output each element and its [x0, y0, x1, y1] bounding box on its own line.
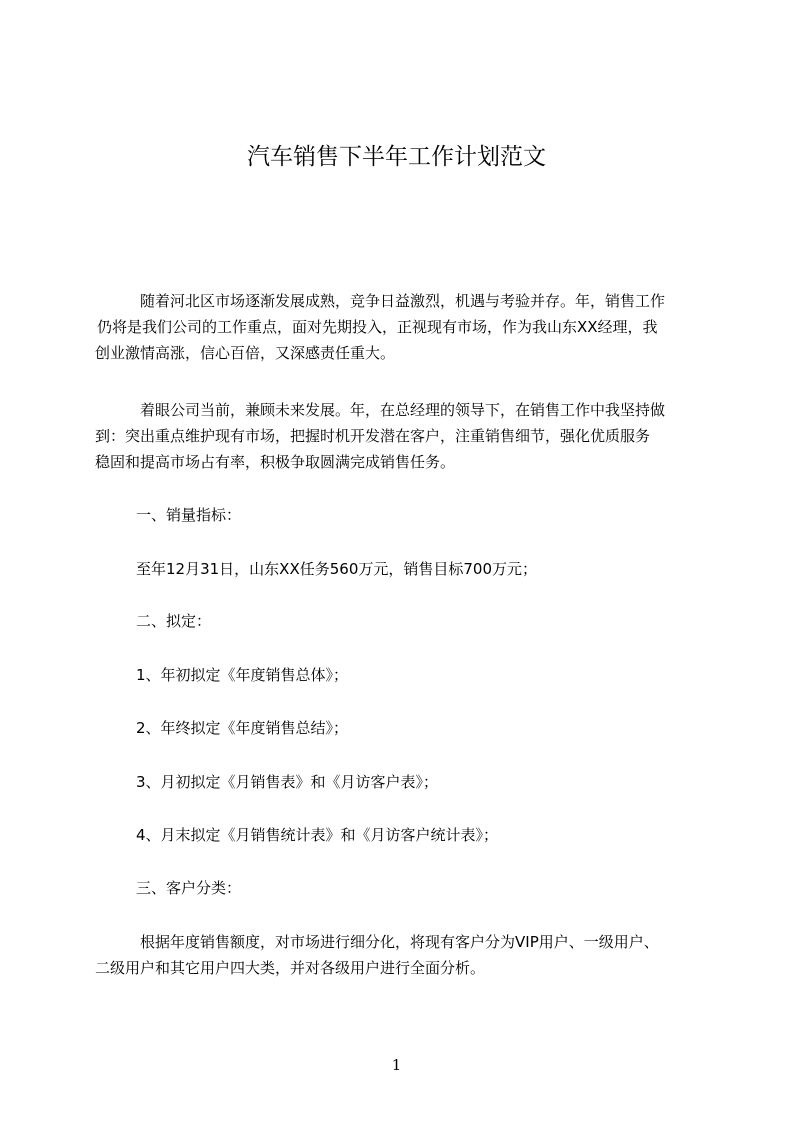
section-heading-customer-classification: 三、客户分类：	[136, 879, 242, 897]
list-item: 2、年终拟定《年度销售总结》；	[136, 719, 349, 737]
paragraph-line: 根据年度销售额度，对市场进行细分化，将现有客户分为VIP用户、一级用户、	[140, 933, 659, 951]
paragraph-line: 着眼公司当前，兼顾未来发展。年，在总经理的领导下，在销售工作中我坚持做	[140, 401, 666, 419]
paragraph-sales-target: 至年12月31日，山东XX任务560万元，销售目标700万元；	[136, 560, 537, 578]
section-heading-drafting: 二、拟定：	[136, 612, 212, 630]
paragraph-line: 二级用户和其它用户四大类，并对各级用户进行全面分析。	[95, 959, 486, 977]
paragraph-line: 稳固和提高市场占有率，积极争取圆满完成销售任务。	[95, 453, 456, 471]
paragraph-focus	[0, 397, 705, 475]
page-number: 1	[391, 1056, 402, 1074]
section-heading-sales-target: 一、销量指标：	[136, 506, 242, 524]
paragraph-line: 随着河北区市场逐渐发展成熟，竞争日益激烈，机遇与考验并存。年，销售工作	[140, 292, 666, 310]
paragraph-intro	[0, 288, 705, 366]
paragraph-line: 到：突出重点维护现有市场，把握时机开发潜在客户，注重销售细节，强化优质服务	[95, 427, 651, 445]
paragraph-line: 仍将是我们公司的工作重点，面对先期投入，正视现有市场，作为我山东XX经理，我	[97, 318, 658, 336]
list-item: 3、月初拟定《月销售表》和《月访客户表》；	[136, 773, 439, 791]
list-item: 1、年初拟定《年度销售总体》；	[136, 666, 349, 684]
paragraph-customer-classification	[0, 929, 705, 981]
list-item: 4、月末拟定《月销售统计表》和《月访客户统计表》；	[136, 826, 499, 844]
paragraph-line: 创业激情高涨，信心百倍，又深感责任重大。	[95, 344, 396, 362]
document-title: 汽车销售下半年工作计划范文	[247, 144, 546, 170]
